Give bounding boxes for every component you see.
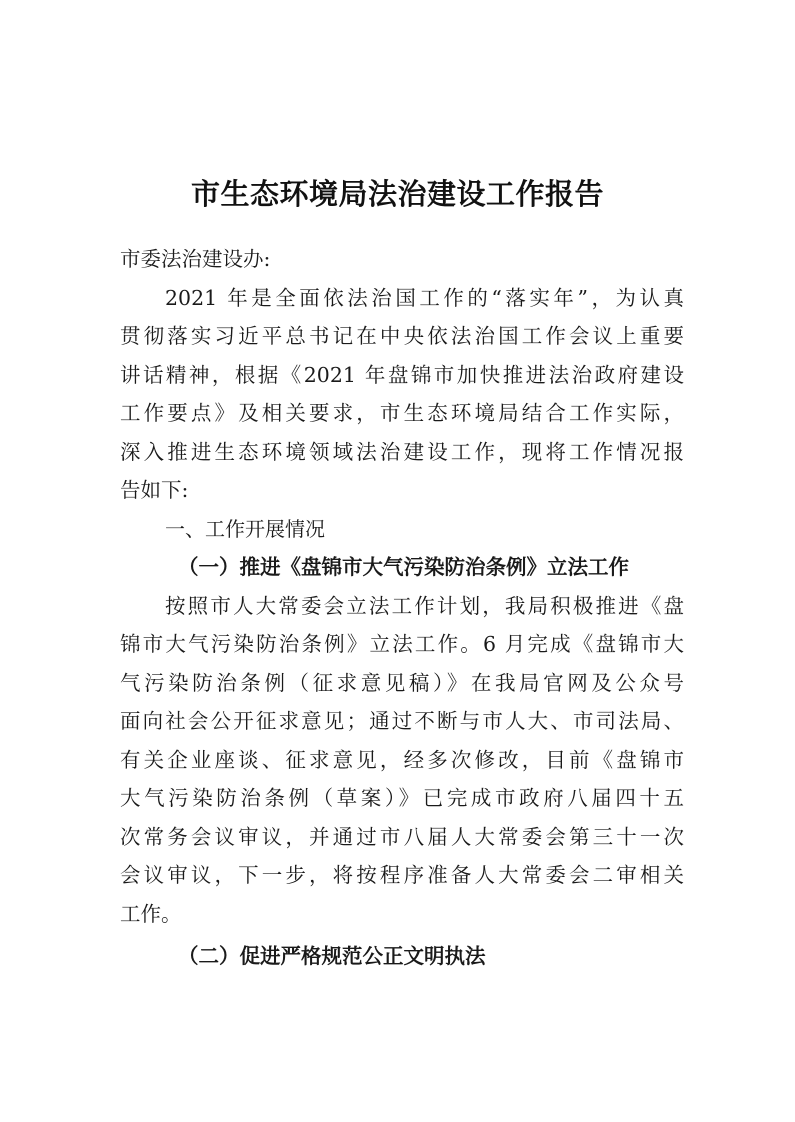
document-body [120,240,684,976]
paragraph-line: 2021 年是全面依法治国工作的“落实年”，为认真 [165,285,684,310]
paragraph-line: 会议审议，下一步，将按程序准备人大常委会二审相关 [120,863,684,887]
paragraph-line: 贯彻落实习近平总书记在中央依法治国工作会议上重要 [120,324,684,348]
paragraph-line: 深入推进生态环境领域法治建设工作，现将工作情况报 [120,439,684,464]
document-title: 市生态环境局法治建设工作报告 [190,177,604,211]
salutation: 市委法治建设办: [120,247,271,271]
subsection-heading: （二）促进严格规范公正文明执法 [178,944,486,968]
section-heading: 一、工作开展情况 [165,516,325,541]
paragraph-line: 讲话精神，根据《2021 年盘锦市加快推进法治政府建设 [120,362,684,387]
paragraph-line: 工作。 [120,901,182,926]
paragraph-line: 气污染防治条例（征求意见稿）》在我局官网及公众号 [120,670,684,695]
paragraph-line: 告如下: [120,478,189,502]
paragraph-line: 锦市大气污染防治条例》立法工作。6 月完成《盘锦市大 [120,632,684,656]
paragraph-line: 按照市人大常委会立法工作计划，我局积极推进《盘 [165,593,684,618]
paragraph-line: 有关企业座谈、征求意见，经多次修改，目前《盘锦市 [120,747,684,772]
paragraph-line: 工作要点》及相关要求，市生态环境局结合工作实际， [120,401,684,425]
subsection-heading: （一）推进《盘锦市大气污染防治条例》立法工作 [178,555,629,579]
paragraph-line: 次常务会议审议，并通过市八届人大常委会第三十一次 [120,824,684,849]
paragraph-line: 面向社会公开征求意见；通过不断与市人大、市司法局、 [120,709,684,733]
paragraph-line: 大气污染防治条例（草案）》已完成市政府八届四十五 [120,786,684,810]
